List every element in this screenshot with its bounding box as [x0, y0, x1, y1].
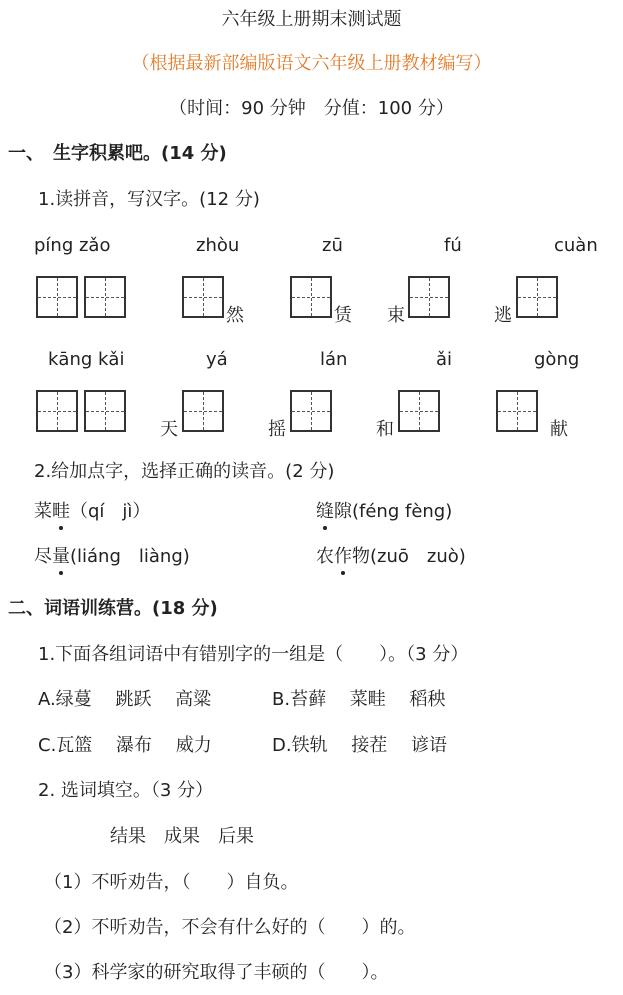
dotted-character: 缝 [316, 501, 334, 522]
writing-grid[interactable] [496, 390, 538, 432]
pronunciation-item: 尽量(liáng liàng) [34, 546, 190, 567]
dotted-character: 量 [52, 546, 70, 567]
s2-q1-prompt: 1.下面各组词语中有错别字的一组是（ ）。（3 分） [38, 644, 469, 665]
word-bank: 结果 成果 后果 [110, 826, 254, 847]
dotted-character: 畦 [52, 501, 70, 522]
fill-blank-item[interactable]: （3）科学家的研究取得了丰硕的（ ）。 [44, 962, 389, 983]
pinyin-label: zū [322, 235, 343, 256]
pinyin-label: zhòu [196, 235, 240, 256]
option-d[interactable]: D.铁轨 接茬 谚语 [272, 735, 448, 756]
writing-grid[interactable] [516, 276, 558, 318]
pinyin-label: kāng kǎi [48, 349, 125, 370]
writing-grid[interactable] [84, 276, 126, 318]
option-c[interactable]: C.瓦篮 瀑布 威力 [38, 735, 212, 756]
pronunciation-item: 缝隙(féng fèng) [316, 501, 453, 522]
time-info: （时间：90 分钟 分值：100 分） [169, 98, 454, 119]
writing-grid[interactable] [398, 390, 440, 432]
given-character: 和 [376, 419, 394, 440]
pronunciation-item: 农作物(zuō zuò) [316, 546, 466, 567]
writing-grid[interactable] [182, 276, 224, 318]
q1-prompt: 1.读拼音，写汉字。(12 分) [38, 189, 260, 210]
fill-blank-item[interactable]: （2）不听劝告，不会有什么好的（ ）的。 [44, 917, 416, 938]
exam-title: 六年级上册期末测试题 [221, 9, 402, 30]
writing-grid[interactable] [408, 276, 450, 318]
writing-grid[interactable] [290, 276, 332, 318]
fill-blank-item[interactable]: （1）不听劝告，（ ）自负。 [44, 872, 299, 893]
writing-grid[interactable] [290, 390, 332, 432]
writing-grid[interactable] [84, 390, 126, 432]
given-character: 摇 [268, 419, 286, 440]
pinyin-label: ǎi [436, 349, 453, 370]
given-character: 束 [387, 305, 405, 326]
pinyin-label: lán [320, 349, 348, 370]
dotted-character: 作 [334, 546, 352, 567]
option-b[interactable]: B.苔藓 菜畦 稻秧 [272, 689, 446, 710]
q2-prompt: 2.给加点字，选择正确的读音。(2 分) [34, 461, 335, 482]
given-character: 赁 [334, 305, 352, 326]
writing-grid[interactable] [182, 390, 224, 432]
given-character: 天 [160, 419, 178, 440]
given-character: 然 [226, 305, 244, 326]
pinyin-label: píng zǎo [34, 235, 111, 256]
section1-heading: 一、 生字积累吧。(14 分) [8, 143, 227, 164]
exam-subtitle: （根据最新部编版语文六年级上册教材编写） [131, 53, 492, 74]
option-a[interactable]: A.绿蔓 跳跃 高粱 [38, 689, 212, 710]
s2-q2-prompt: 2. 选词填空。（3 分） [38, 780, 214, 801]
section2-heading: 二、词语训练营。(18 分) [8, 598, 218, 619]
given-character: 逃 [494, 305, 512, 326]
given-character: 献 [550, 419, 568, 440]
writing-grid[interactable] [36, 276, 78, 318]
writing-grid[interactable] [36, 390, 78, 432]
pinyin-label: fú [444, 235, 462, 256]
pinyin-label: gòng [534, 349, 580, 370]
pinyin-label: yá [206, 349, 228, 370]
pinyin-label: cuàn [554, 235, 598, 256]
pronunciation-item: 菜畦（qí jì） [34, 501, 151, 522]
